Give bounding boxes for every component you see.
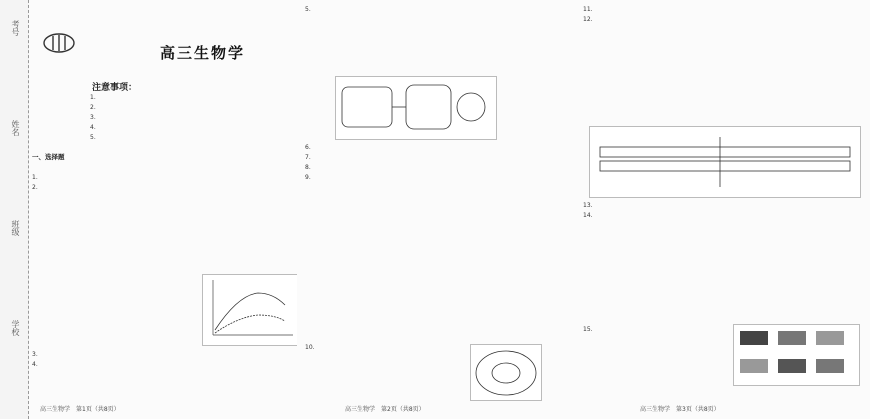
curve-figure-icon	[203, 275, 297, 345]
question-item: 11.	[583, 6, 593, 13]
question-item: 3.	[32, 351, 38, 358]
question-item: 8.	[305, 164, 311, 171]
question-item: 6.	[305, 144, 311, 151]
question-item: 10.	[305, 344, 315, 351]
notice-list	[90, 94, 295, 144]
question-block	[583, 6, 865, 26]
question-block	[32, 351, 297, 371]
figure-cell-diagram	[335, 76, 497, 140]
binding-strip	[0, 0, 29, 419]
gel-bands-icon	[734, 325, 859, 385]
footer-right: 高三生物学 第3页（共8页）	[640, 406, 720, 413]
question-item: 7.	[305, 154, 311, 161]
footer-mid: 高三生物学 第2页（共8页）	[345, 406, 425, 413]
section-heading: 一、选择题	[32, 153, 65, 161]
question-block	[583, 326, 728, 336]
primer-diagram-icon	[590, 127, 860, 197]
figure-cross-section	[470, 344, 542, 401]
question-item: 12.	[583, 16, 593, 23]
column-3	[583, 6, 865, 402]
question-item: 13.	[583, 202, 593, 209]
footer-left: 高三生物学 第1页（共8页）	[40, 406, 120, 413]
figure-gel-bands	[733, 324, 860, 386]
logo-icon	[42, 32, 76, 54]
cell-diagram-icon	[336, 77, 496, 139]
question-block	[583, 202, 865, 222]
question-item: 9.	[305, 174, 311, 181]
notice-item: 5.	[90, 134, 96, 141]
question-block	[305, 6, 575, 16]
column-1	[32, 6, 297, 402]
question-item: 4.	[32, 361, 38, 368]
figure-curve	[202, 274, 297, 346]
question-item: 15.	[583, 326, 593, 333]
cross-section-icon	[471, 345, 541, 400]
notice-item: 4.	[90, 124, 96, 131]
figure-primer-diagram	[589, 126, 861, 198]
question-block	[305, 344, 465, 354]
question-item: 14.	[583, 212, 593, 219]
notice-item: 2.	[90, 104, 96, 111]
binding-label-1: 姓名	[11, 120, 20, 136]
notice-heading: 注意事项：	[92, 83, 138, 93]
question-item: 2.	[32, 184, 38, 191]
binding-label-0: 考号	[11, 20, 20, 36]
notice-item: 1.	[90, 94, 96, 101]
question-block	[305, 144, 575, 184]
binding-label-2: 班级	[11, 220, 20, 236]
question-block	[32, 174, 297, 194]
column-2	[305, 6, 575, 402]
question-item: 1.	[32, 174, 38, 181]
binding-label-3: 学校	[11, 320, 20, 336]
question-item: 5.	[305, 6, 311, 13]
page-title: 高三生物学	[160, 44, 246, 62]
notice-item: 3.	[90, 114, 96, 121]
